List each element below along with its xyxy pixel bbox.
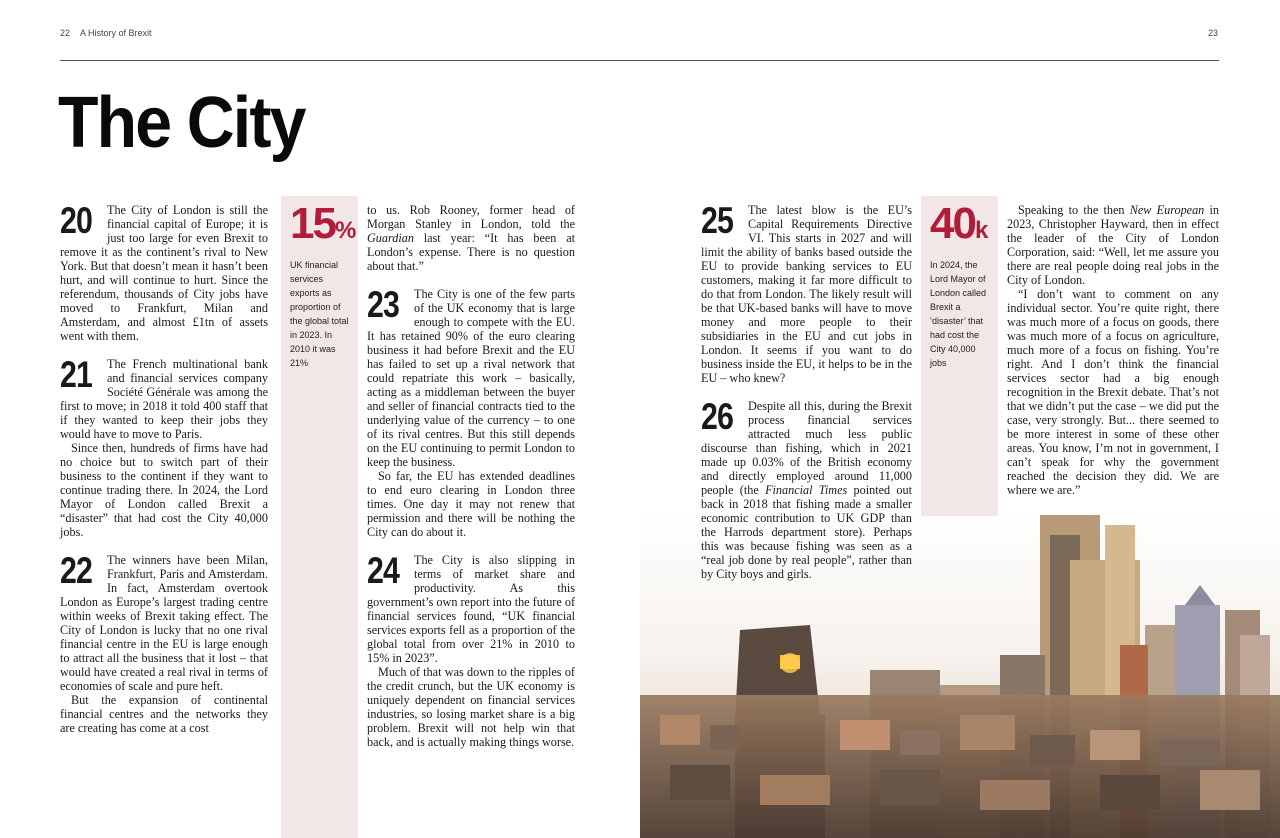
running-header <box>60 28 152 38</box>
text: last year: “It has been at London’s expense. There is no question about that.” <box>367 231 575 273</box>
stat-caption: In 2024, the Lord Mayor of London called Brexit a ‘disaster’ that had cost the City 40,000 jobs <box>930 260 987 368</box>
section-text: The City is one of the few parts of the UK economy that is large enough to compete with the EU. It has retained 90% of the euro clearing business it had before Brexit and the EU has failed to set up a rival network that could repatriate this work – basically, acting as a middleman between the buyer and seller of financial contracts tied to the underlying value of the currency – to one of its rival centres. But this still depends on the EU continuing to permit London to keep the business. <box>367 287 575 469</box>
stat-sidebar-2 <box>921 196 998 516</box>
book-title: A History of Brexit <box>80 28 152 38</box>
stat-number: 15 <box>290 199 335 248</box>
section-text: The winners have been Milan, Frankfurt, Paris and Amsterdam. In fact, Amsterdam overtook London as Europe’s largest trading centre within weeks of Brexit taking effect. The City of London is lucky that no one rival financial centre in the EU is large enough to attract all the business that it lost – that would have created a real rival in terms of economies of scale and pure heft. <box>60 553 268 693</box>
paragraph: So far, the EU has extended deadlines to end euro clearing in London three times. One day it may not renew that permission and there will be nothing the City can do about it. <box>367 469 575 539</box>
page-title: The City <box>58 83 305 163</box>
text: Speaking to the then <box>1018 203 1130 217</box>
paragraph: Since then, hundreds of firms have had no choice but to switch part of their business to the continent if they want to continue trading there. In 2024, the Lord Mayor of London called Brexit a “disaster” that had cost the City 40,000 jobs. <box>60 441 268 539</box>
stat-figure <box>930 199 992 254</box>
paragraph: Much of that was down to the ripples of the credit crunch, but the UK economy is uniquely dependent on financial services industries, so losing market share is a big problem. Brexit will not help win that back, and is actually making things worse. <box>367 665 575 749</box>
text: pointed out back in 2018 that fishing made a smaller economic contribution to UK GDP than the Harrods department store). Perhaps this was because fishing was seen as a “real job done by real people”, rather than by City boys and girls. <box>701 483 912 581</box>
section-text: The French multinational bank and financial services company Société Générale was among the first to move; in 2018 it told 400 staff that if they wanted to keep their jobs they would have to move to Paris. <box>60 357 268 441</box>
column-2 <box>367 203 575 749</box>
section-23 <box>367 284 575 469</box>
page-number-right: 23 <box>1207 28 1218 38</box>
publication-name: New European <box>1129 203 1205 217</box>
section-21 <box>60 354 268 441</box>
stat-number: 40 <box>930 199 975 248</box>
text: Despite all this, during the Brexit process financial services attracted much less public discourse than fishing, which in 2021 made up 0.03% of the British economy and directly employed around 11,000 people (the <box>701 399 912 497</box>
section-number: 22 <box>60 550 93 591</box>
section-25 <box>701 200 912 385</box>
section-number: 21 <box>60 354 93 395</box>
header-rule <box>60 60 1219 61</box>
stat-unit: % <box>334 217 357 244</box>
text: in 2023, Christopher Hayward, then in effect the leader of the City of London Corporation, said: “Well, let me assure you there are real people doing real jobs in the City of London. <box>1007 203 1220 287</box>
section-number: 20 <box>60 200 93 241</box>
stat-sidebar-1 <box>281 196 358 838</box>
publication-name: Financial Times <box>765 483 848 497</box>
section-22 <box>60 550 268 693</box>
section-number: 26 <box>701 396 734 437</box>
page-number-left: 22 <box>60 28 71 38</box>
column-1 <box>60 200 268 735</box>
column-3 <box>701 200 912 581</box>
stat-unit: k <box>974 217 989 244</box>
stat-figure <box>290 199 357 254</box>
stat-caption: UK financial services exports as proportion of the global total in 2023. In 2010 it was 21% <box>290 260 349 368</box>
paragraph: “I don’t want to comment on any individual sector. You’re quite right, there was much more of a focus on goods, there was much more of a focus on agriculture, much more of a focus on fishing. You’re right. And I don’t think the financial services sector had a big enough recognition in the Brexit debate. That’s not that we didn’t put the case – we did put the case, very strongly. But... there seemed to be more interest in some of these other areas. You know, I’m not in government, I can’t speak for why the government reached the decision they did. We are where we are.” <box>1007 287 1219 497</box>
section-text: The latest blow is the EU’s Capital Requirements Directive VI. This starts in 2027 and will limit the ability of banks based outside the EU to provide banking services to EU customers, making it far more difficult to do that from London. The likely result will be that UK-based banks will have to move money and more people to their subsidiaries in the EU and cut jobs in London. It seems if you want to do business inside the EU, it helps to be in the EU – who knew? <box>701 203 912 385</box>
paragraph: But the expansion of continental financial centres and the networks they are creating has come at a cost <box>60 693 268 735</box>
text: to us. Rob Rooney, former head of Morgan Stanley in London, told the <box>367 203 575 231</box>
section-text: The City is also slipping in terms of market share and productivity. As this government’s own report into the future of financial services found, “UK financial services exports fell as a proportion of the global total from over 21% in 2010 to 15% in 2023”. <box>367 553 575 665</box>
section-text: The City of London is still the financial capital of Europe; it is just too large for even Brexit to remove it as the continent’s rival to New York. But that doesn’t mean it hasn’t been hurt, and will continue to hurt. Since the referendum, thousands of City jobs have moved to Frankfurt, Milan and Amsterdam, and almost £1tn of assets went with them. <box>60 203 268 343</box>
publication-name: Guardian <box>367 231 414 245</box>
section-26 <box>701 396 912 581</box>
column-4 <box>1007 203 1219 497</box>
section-24 <box>367 550 575 665</box>
section-number: 23 <box>367 284 400 325</box>
section-number: 25 <box>701 200 734 241</box>
section-number: 24 <box>367 550 400 591</box>
paragraph <box>1007 203 1219 287</box>
section-20 <box>60 200 268 343</box>
paragraph-continued <box>367 203 575 273</box>
